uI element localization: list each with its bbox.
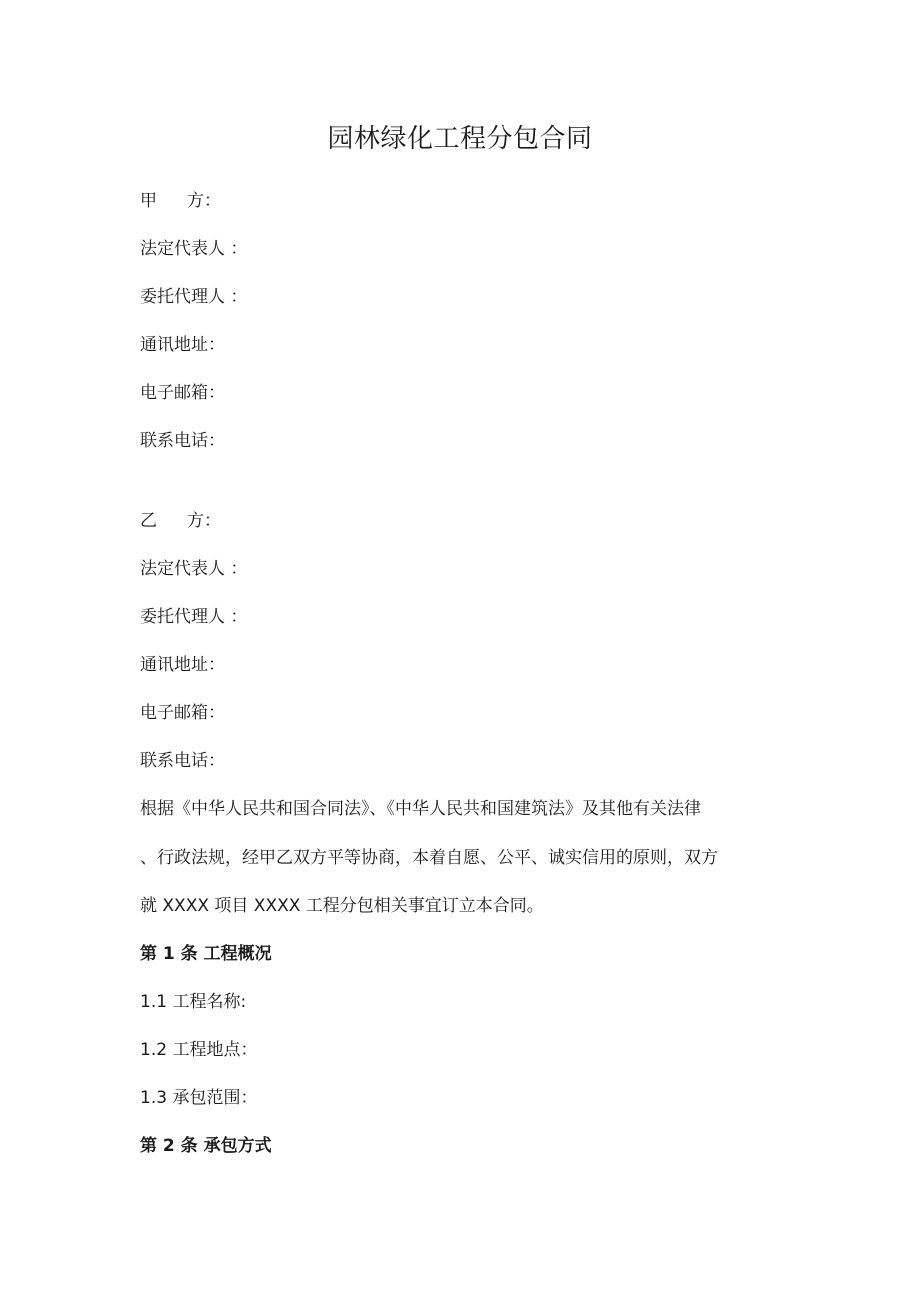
party-a-email: 电子邮箱：	[140, 383, 225, 403]
party-b-agent: 委托代理人 ：	[140, 607, 248, 627]
preamble-line-1: 根据《中华人民共和国合同法》、《中华人民共和国建筑法》及其他有关法律	[140, 799, 701, 819]
document-title: 园林绿化工程分包合同	[327, 124, 593, 154]
article-1-item-1: 1.1 工程名称:	[140, 992, 247, 1012]
article-1-item-2: 1.2 工程地点：	[140, 1040, 258, 1060]
preamble-line-2: 、行政法规，经甲乙双方平等协商，本着自愿、公平、诚实信用的原则，双方	[140, 848, 718, 868]
party-b-phone: 联系电话：	[140, 751, 225, 771]
party-b-legal-rep: 法定代表人 ：	[140, 559, 248, 579]
party-a-agent: 委托代理人 ：	[140, 287, 248, 307]
party-a-char: 甲	[140, 191, 157, 211]
party-b-email: 电子邮箱：	[140, 703, 225, 723]
party-a-phone: 联系电话：	[140, 431, 225, 451]
party-b-address: 通讯地址：	[140, 655, 225, 675]
party-a-label	[140, 189, 221, 213]
party-a-address: 通讯地址：	[140, 335, 225, 355]
article-1-item-3: 1.3 承包范围：	[140, 1088, 258, 1108]
party-a-legal-rep: 法定代表人 ：	[140, 239, 248, 259]
article-2-heading: 第 2 条 承包方式	[140, 1136, 272, 1156]
preamble-line-3: 就 XXXX 项目 XXXX 工程分包相关事宜订立本合同。	[140, 896, 544, 916]
party-b-label	[140, 509, 221, 533]
party-b-tail: 方：	[187, 511, 221, 531]
party-a-tail: 方：	[187, 191, 221, 211]
article-1-heading: 第 1 条 工程概况	[140, 944, 272, 964]
party-b-char: 乙	[140, 511, 157, 531]
